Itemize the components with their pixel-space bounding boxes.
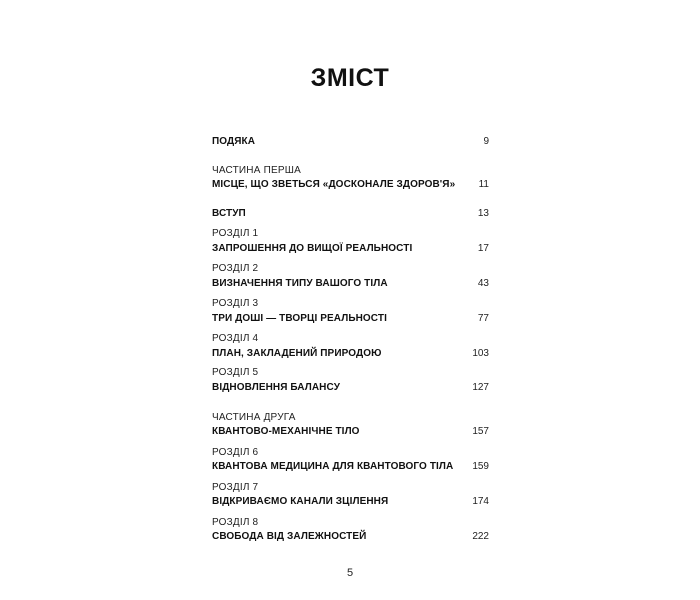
toc-entry-page: 103 [472, 348, 489, 359]
toc-entry-title: КВАНТОВО-МЕХАНІЧНЕ ТІЛО [212, 426, 360, 437]
toc-part-label: ЧАСТИНА ДРУГА [212, 412, 296, 423]
toc-entry-page: 77 [477, 313, 489, 324]
toc-part-label: ЧАСТИНА ПЕРША [212, 165, 301, 176]
toc-entry[interactable] [212, 495, 489, 508]
toc-entry-page: 9 [483, 136, 489, 147]
toc-entry[interactable] [212, 135, 489, 148]
toc-entry-title: СВОБОДА ВІД ЗАЛЕЖНОСТЕЙ [212, 531, 367, 542]
toc-entry-page: 222 [472, 531, 489, 542]
toc-entry[interactable] [212, 381, 489, 394]
toc-entry[interactable] [212, 277, 489, 290]
toc-entry[interactable] [212, 425, 489, 438]
toc-entry[interactable] [212, 207, 489, 220]
toc-chapter-label: РОЗДІЛ 5 [212, 367, 259, 378]
toc-chapter-label: РОЗДІЛ 3 [212, 298, 259, 309]
toc-entry[interactable] [212, 312, 489, 325]
toc-entry-title: ТРИ ДОШІ — ТВОРЦІ РЕАЛЬНОСТІ [212, 313, 387, 324]
toc-entry-page: 13 [477, 208, 489, 219]
page-title: ЗМІСТ [310, 64, 390, 92]
toc-entry-title: ПОДЯКА [212, 136, 256, 147]
toc-entry-page: 174 [472, 496, 489, 507]
page-number: 5 [346, 567, 354, 579]
toc-entry-page: 17 [477, 243, 489, 254]
toc-entry-title: ПЛАН, ЗАКЛАДЕНИЙ ПРИРОДОЮ [212, 348, 382, 359]
toc-chapter-label: РОЗДІЛ 2 [212, 263, 259, 274]
toc-entry-title: ВІДНОВЛЕННЯ БАЛАНСУ [212, 382, 341, 393]
toc-entry[interactable] [212, 347, 489, 360]
toc-entry[interactable] [212, 178, 489, 191]
toc-chapter-label: РОЗДІЛ 4 [212, 333, 259, 344]
toc-entry-title: ВСТУП [212, 208, 246, 219]
toc-entry-page: 11 [478, 179, 489, 190]
toc-chapter-label: РОЗДІЛ 8 [212, 517, 259, 528]
toc-entry-title: ЗАПРОШЕННЯ ДО ВИЩОЇ РЕАЛЬНОСТІ [212, 243, 413, 254]
toc-entry-title: МІСЦЕ, ЩО ЗВЕТЬСЯ «ДОСКОНАЛЕ ЗДОРОВ'Я» [212, 179, 456, 190]
toc-entry[interactable] [212, 530, 489, 543]
toc-entry-page: 43 [477, 278, 489, 289]
toc-entry-title: ВИЗНАЧЕННЯ ТИПУ ВАШОГО ТІЛА [212, 278, 388, 289]
toc-chapter-label: РОЗДІЛ 6 [212, 447, 259, 458]
toc-entry[interactable] [212, 460, 489, 473]
toc-chapter-label: РОЗДІЛ 7 [212, 482, 259, 493]
toc-chapter-label: РОЗДІЛ 1 [212, 228, 259, 239]
toc-entry-page: 157 [472, 426, 489, 437]
toc-entry-title: КВАНТОВА МЕДИЦИНА ДЛЯ КВАНТОВОГО ТІЛА [212, 461, 454, 472]
toc-entry-page: 127 [472, 382, 489, 393]
toc-entry-page: 159 [472, 461, 489, 472]
toc-entry-title: ВІДКРИВАЄМО КАНАЛИ ЗЦІЛЕННЯ [212, 496, 389, 507]
toc-entry[interactable] [212, 242, 489, 255]
